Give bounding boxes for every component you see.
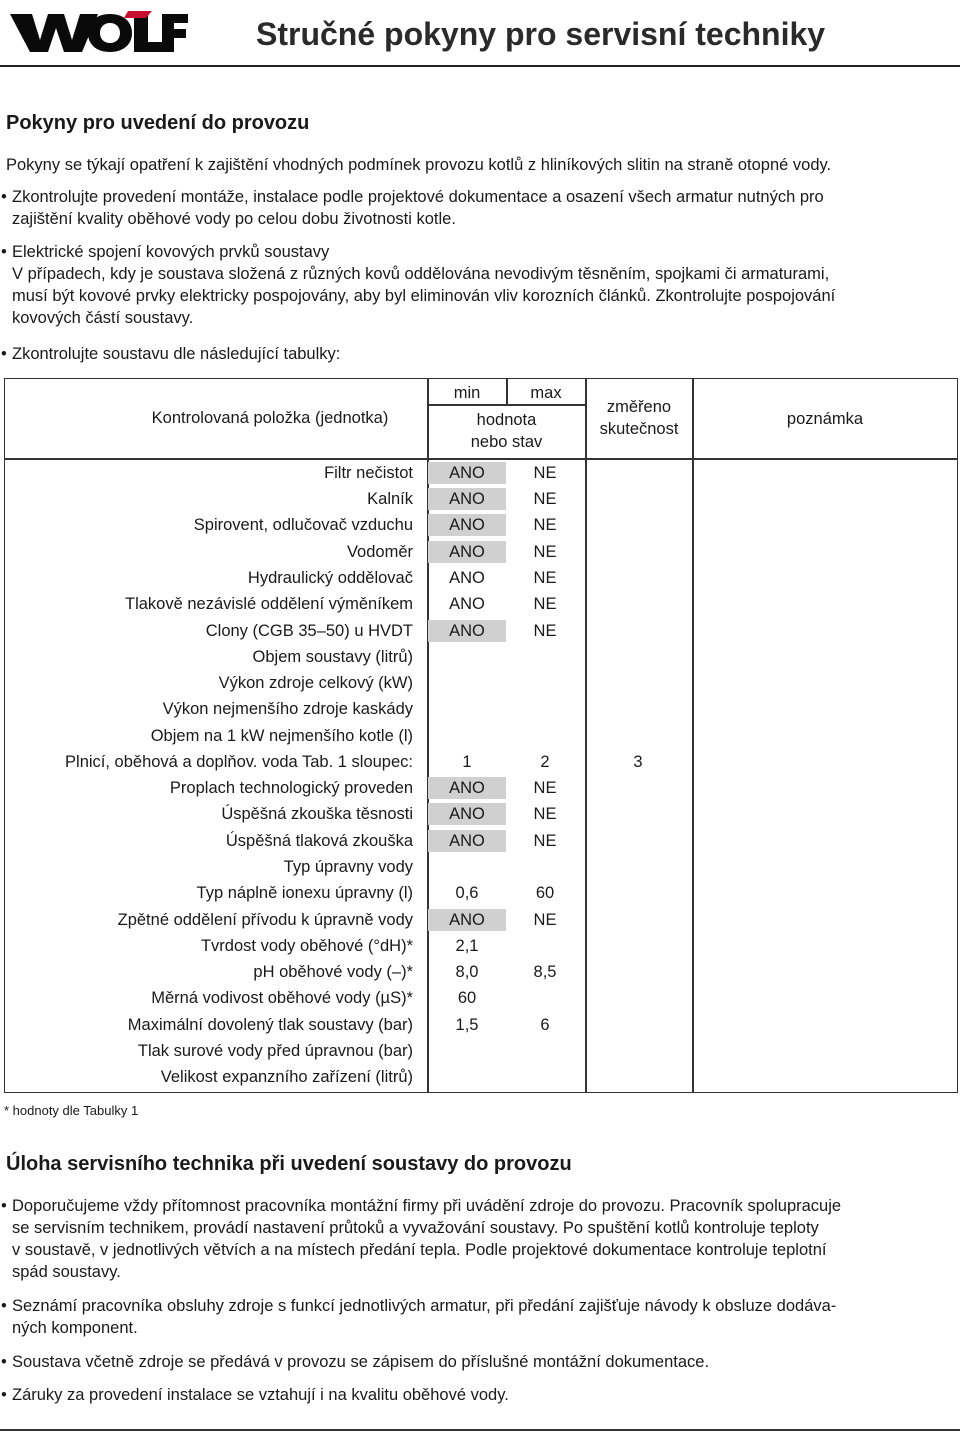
document-title: Stručné pokyny pro servisní techniky — [256, 16, 826, 52]
row-label: Tlakově nezávislé oddělení výměníkem — [125, 595, 413, 613]
row-label: Objem na 1 kW nejmenšího kotle (l) — [150, 727, 413, 745]
bullet-line: kovových částí soustavy. — [12, 309, 194, 327]
bullet-line: ných komponent. — [12, 1319, 138, 1337]
row-label: Hydraulický oddělovač — [247, 569, 413, 587]
bullet-item — [0, 241, 835, 329]
row-label: Úspěšná zkouška těsnosti — [221, 805, 413, 823]
row-min-value: 1,5 — [455, 1016, 479, 1034]
column-header-value: hodnota — [476, 411, 537, 429]
bullet-icon: • — [1, 1386, 7, 1404]
row-label: Tlak surové vody před úpravnou (bar) — [137, 1042, 413, 1060]
row-max-value: NE — [533, 911, 557, 929]
bullet-line: zajištění kvality oběhové vody po celou dobu životnosti kotle. — [12, 210, 456, 228]
table-divider — [692, 379, 694, 1093]
column-header-max: max — [530, 384, 562, 402]
row-min-value: ANO — [428, 803, 506, 825]
row-min-value: ANO — [428, 541, 506, 563]
row-max-value: NE — [533, 543, 557, 561]
row-min-value: ANO — [428, 909, 506, 931]
header-divider — [0, 65, 960, 67]
row-min-value: ANO — [428, 488, 506, 510]
table-divider — [427, 379, 429, 1093]
bullet-line: V případech, kdy je soustava složená z různých kovů oddělována nevodivým těsněním, spojkami či armaturami, — [12, 265, 830, 283]
row-label: Spirovent, odlučovač vzduchu — [193, 516, 413, 534]
row-label: Výkon nejmenšího zdroje kaskády — [162, 700, 413, 718]
row-label: Vodoměr — [346, 543, 413, 561]
intro-paragraph: Pokyny se týkají opatření k zajištění vhodných podmínek provozu kotlů z hliníkových slitin na straně otopné vody. — [6, 156, 832, 174]
bullet-item — [0, 1195, 841, 1283]
row-max-value: NE — [533, 832, 557, 850]
row-max-value: NE — [533, 490, 557, 508]
row-max-value: 8,5 — [533, 963, 557, 981]
row-max-value: 60 — [535, 884, 555, 902]
row-label: Filtr nečistot — [324, 464, 413, 482]
row-min-value: 0,6 — [455, 884, 479, 902]
bullet-item — [0, 343, 340, 365]
row-label: Maximální dovolený tlak soustavy (bar) — [127, 1016, 413, 1034]
bullet-line: Seznámí pracovníka obsluhy zdroje s funkcí jednotlivých armatur, při předání zajišťuje návody k obsluze dodáva- — [12, 1297, 837, 1315]
row-min-value: 60 — [457, 989, 477, 1007]
section-heading-commissioning: Pokyny pro uvedení do provozu — [6, 112, 310, 134]
bullet-icon: • — [1, 345, 7, 363]
row-label: Objem soustavy (litrů) — [252, 648, 413, 666]
row-label: pH oběhové vody (–)* — [253, 963, 413, 981]
column-header-item: Kontrolovaná položka (jednotka) — [151, 409, 389, 427]
bullet-item — [0, 1351, 709, 1373]
row-label: Velikost expanzního zařízení (litrů) — [160, 1068, 413, 1086]
row-max-value: NE — [533, 464, 557, 482]
bullet-line: Záruky za provedení instalace se vztahují i na kvalitu oběhové vody. — [12, 1386, 509, 1404]
bullet-icon: • — [1, 1297, 7, 1315]
row-max-value: 6 — [540, 1016, 550, 1034]
bullet-icon: • — [1, 1353, 7, 1371]
row-label: Tvrdost vody oběhové (°dH)* — [200, 937, 413, 955]
column-header-measured: skutečnost — [599, 420, 679, 438]
row-min-value: ANO — [428, 514, 506, 536]
row-label: Typ úpravny vody — [283, 858, 413, 876]
row-min-value: 8,0 — [455, 963, 479, 981]
row-min-value: ANO — [428, 777, 506, 799]
row-min-value: ANO — [449, 569, 485, 587]
table-divider — [5, 458, 957, 460]
bullet-item — [0, 1295, 836, 1339]
bullet-item — [0, 1384, 509, 1406]
row-min-value: 2,1 — [455, 937, 479, 955]
row-column-3-value: 3 — [633, 753, 643, 771]
footer-divider — [0, 1429, 960, 1431]
table-divider — [427, 404, 586, 406]
bullet-icon: • — [1, 188, 7, 206]
commissioning-checklist-table — [4, 378, 958, 1093]
bullet-line: Doporučujeme vždy přítomnost pracovníka montážní firmy při uvádění zdroje do provozu. Pracovník spolupracuje — [12, 1197, 842, 1215]
row-label-water-type: Plnicí, oběhová a doplňov. voda Tab. 1 sloupec: — [65, 753, 413, 771]
row-label: Výkon zdroje celkový (kW) — [218, 674, 413, 692]
bullet-line: Elektrické spojení kovových prvků soustavy — [12, 243, 330, 261]
row-max-value: NE — [533, 779, 557, 797]
wolf-logo — [6, 8, 190, 56]
bullet-line: spád soustavy. — [12, 1263, 121, 1281]
row-max-value: NE — [533, 622, 557, 640]
column-header-value: nebo stav — [470, 433, 543, 451]
column-header-note: poznámka — [786, 410, 864, 428]
row-min-value: 1 — [462, 753, 472, 771]
bullet-icon: • — [1, 243, 7, 261]
column-header-min: min — [453, 384, 481, 402]
row-label: Proplach technologický proveden — [169, 779, 413, 797]
section-heading-service-technician: Úloha servisního technika při uvedení soustavy do provozu — [6, 1153, 572, 1175]
bullet-line: se servisním technikem, provádí nastavení průtoků a vyvažování soustavy. Po spuštění kotlů kontroluje teploty — [12, 1219, 819, 1237]
bullet-line: v soustavě, v jednotlivých větvích a na místech předání tepla. Podle projektové dokumentace kontroluje teplotní — [12, 1241, 827, 1259]
row-min-value: ANO — [428, 462, 506, 484]
row-max-value: NE — [533, 569, 557, 587]
row-max-value: NE — [533, 516, 557, 534]
row-max-value: NE — [533, 595, 557, 613]
table-footnote: * hodnoty dle Tabulky 1 — [4, 1103, 139, 1118]
table-divider — [585, 379, 587, 1093]
row-min-value: ANO — [449, 595, 485, 613]
row-label: Úspěšná tlaková zkouška — [225, 832, 413, 850]
column-header-measured: změřeno — [606, 398, 672, 416]
bullet-icon: • — [1, 1197, 7, 1215]
page-header — [0, 0, 960, 66]
row-label: Měrná vodivost oběhové vody (µS)* — [151, 989, 413, 1007]
row-min-value: ANO — [428, 830, 506, 852]
row-min-value: ANO — [428, 620, 506, 642]
row-label: Kalník — [367, 490, 413, 508]
bullet-item — [0, 186, 824, 230]
bullet-line: musí být kovové prvky elektricky pospojovány, aby byl eliminován vliv korozních článků. Zkontrolujte pospojování — [12, 287, 836, 305]
bullet-line: Soustava včetně zdroje se předává v provozu se zápisem do příslušné montážní dokumentace. — [12, 1353, 710, 1371]
bullet-line: Zkontrolujte soustavu dle následující tabulky: — [12, 345, 341, 363]
row-max-value: NE — [533, 805, 557, 823]
bullet-line: Zkontrolujte provedení montáže, instalace podle projektové dokumentace a osazení všech armatur nutných pro — [12, 188, 824, 206]
row-label: Typ náplně ionexu úpravny (l) — [196, 884, 413, 902]
row-max-value: 2 — [540, 753, 550, 771]
row-label: Zpětné oddělení přívodu k úpravně vody — [117, 911, 413, 929]
row-label: Clony (CGB 35–50) u HVDT — [205, 622, 413, 640]
